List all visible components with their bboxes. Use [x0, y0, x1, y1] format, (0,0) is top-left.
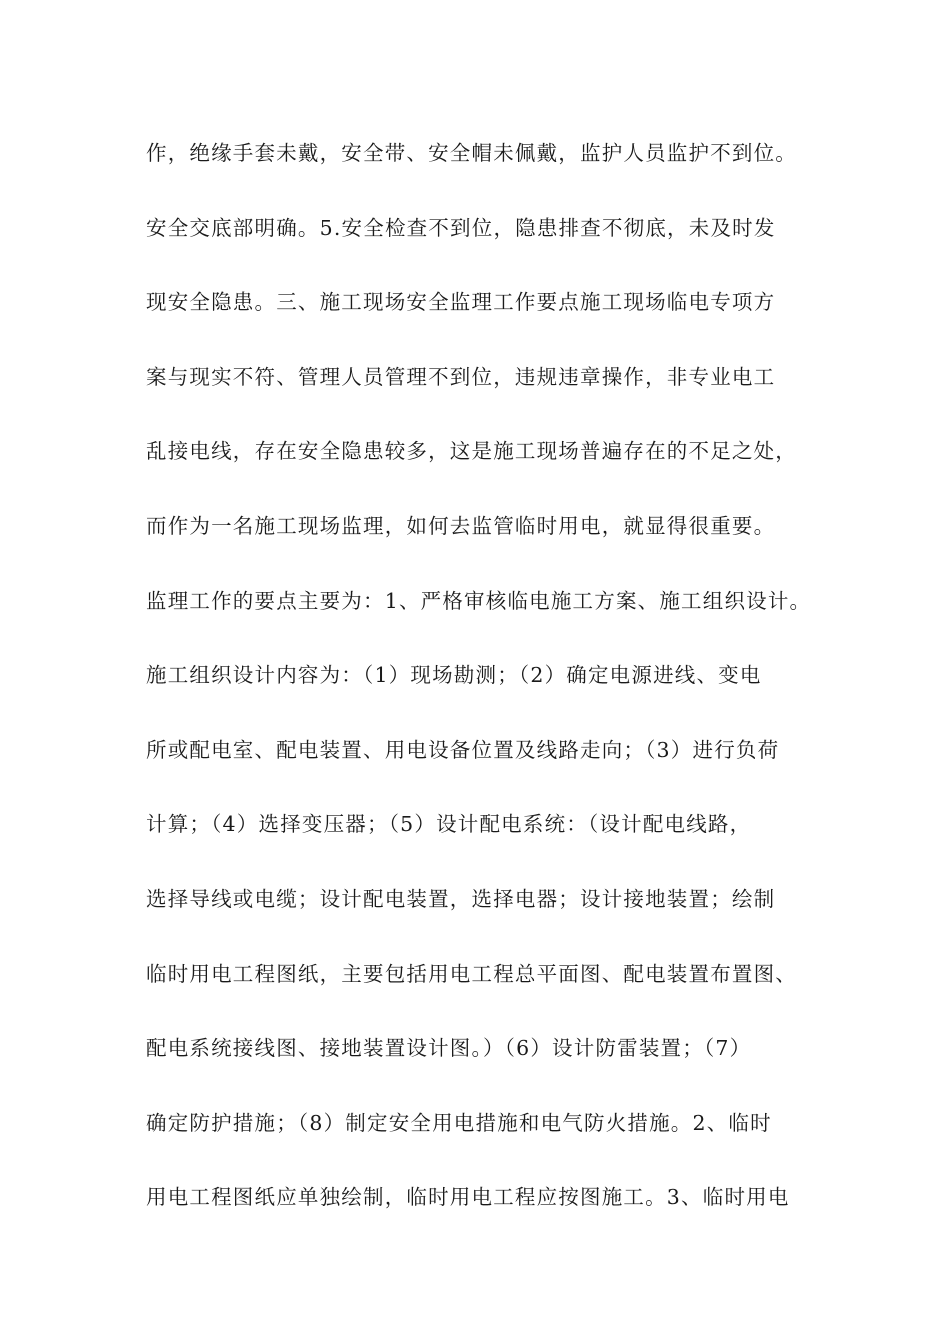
body-text	[146, 128, 826, 1247]
text-line-5: 乱接电线，存在安全隐患较多，这是施工现场普遍存在的不足之处，	[146, 439, 797, 464]
text-line-12: 临时用电工程图纸，主要包括用电工程总平面图、配电装置布置图、	[146, 961, 797, 986]
text-line-9: 所或配电室、配电装置、用电设备位置及线路走向；（3）进行负荷	[146, 737, 780, 762]
text-line-15: 用电工程图纸应单独绘制，临时用电工程应按图施工。3、临时用电	[146, 1185, 790, 1210]
text-line-6: 而作为一名施工现场监理，如何去监管临时用电，就显得很重要。	[146, 513, 776, 538]
text-line-3: 现安全隐患。三、施工现场安全监理工作要点施工现场临电专项方	[146, 290, 776, 315]
text-line-11: 选择导线或电缆；设计配电装置，选择电器；设计接地装置；绘制	[146, 886, 776, 911]
text-line-8: 施工组织设计内容为：（1）现场勘测；（2）确定电源进线、变电	[146, 663, 762, 688]
text-line-2: 安全交底部明确。5.安全检查不到位，隐患排查不彻底，未及时发	[146, 215, 776, 240]
text-line-7: 监理工作的要点主要为：1、严格审核临电施工方案、施工组织设计。	[146, 588, 812, 613]
text-line-14: 确定防护措施；（8）制定安全用电措施和电气防火措施。2、临时	[146, 1110, 772, 1135]
text-line-4: 案与现实不符、管理人员管理不到位，违规违章操作，非专业电工	[146, 364, 776, 389]
text-line-1: 作，绝缘手套未戴，安全带、安全帽未佩戴，监护人员监护不到位。	[146, 141, 797, 165]
text-line-10: 计算；（4）选择变压器；（5）设计配电系统：（设计配电线路，	[146, 812, 752, 837]
text-line-13: 配电系统接线图、接地装置设计图。）（6）设计防雷装置；（7）	[146, 1036, 752, 1061]
